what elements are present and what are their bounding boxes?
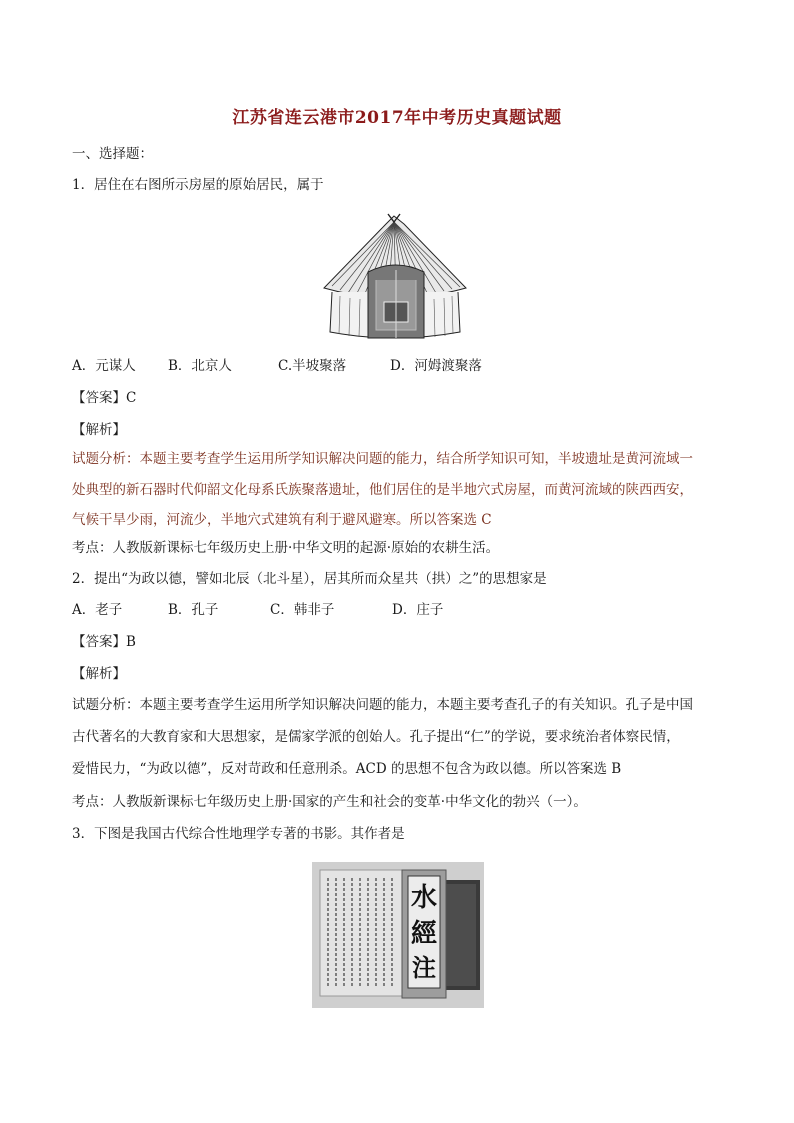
q1-option-d[interactable]: D．河姆渡聚落 [390,358,482,374]
q1-option-b[interactable]: B．北京人 [168,358,232,374]
q1-option-a[interactable]: A．元谋人 [72,358,136,374]
q1-answer: 【答案】C [72,390,137,406]
q2-option-a[interactable]: A．老子 [72,602,123,618]
q2-option-d[interactable]: D．庄子 [392,602,444,618]
q1-analysis-line-3: 气候干旱少雨，河流少，半地穴式建筑有利于避风避寒。所以答案选 C [72,512,492,528]
question-2-stem: 2．提出“为政以德，譬如北辰（北斗星），居其所而众星共（拱）之”的思想家是 [72,571,547,587]
q1-exam-point: 考点：人教版新课标七年级历史上册·中华文明的起源·原始的农耕生活。 [72,540,500,556]
q2-analysis-line-3: 爱惜民力，“为政以德”，反对苛政和任意刑杀。ACD 的思想不包含为政以德。所以答案选 B [72,761,622,777]
book-title-char-1: 水 [410,883,438,913]
question-1-options [72,357,482,375]
question-2-options [72,601,443,619]
question-3-stem: 3．下图是我国古代综合性地理学专著的书影。其作者是 [72,826,405,842]
q2-answer: 【答案】B [72,634,136,650]
q1-option-c[interactable]: C.半坡聚落 [278,358,347,374]
q2-analysis-line-2: 古代著名的大教育家和大思想家，是儒家学派的创始人。孔子提出“仁”的学说，要求统治者体察民情， [72,729,680,745]
shuijingzhu-book-image [312,862,484,1008]
section-heading: 一、选择题： [72,146,153,162]
q1-analysis-heading: 【解析】 [72,422,126,438]
thatched-hut-illustration [314,210,476,346]
book-title-char-3: 注 [412,953,436,982]
page-title: 江苏省连云港市2017年中考历史真题试题 [232,108,562,128]
q2-analysis-line-1: 试题分析：本题主要考查学生运用所学知识解决问题的能力，本题主要考查孔子的有关知识。孔子是中国 [72,697,693,713]
book-title-char-2: 經 [410,919,438,949]
question-1-stem: 1．居住在右图所示房屋的原始居民，属于 [72,177,324,193]
q2-analysis-heading: 【解析】 [72,666,126,682]
q2-option-b[interactable]: B．孔子 [168,602,219,618]
q1-analysis-line-1: 试题分析：本题主要考查学生运用所学知识解决问题的能力，结合所学知识可知，半坡遗址是黄河流域一 [72,451,693,467]
q2-exam-point: 考点：人教版新课标七年级历史上册·国家的产生和社会的变革·中华文化的勃兴（一）。 [72,794,587,810]
q2-option-c[interactable]: C．韩非子 [270,602,335,618]
q1-analysis-line-2: 处典型的新石器时代仰韶文化母系氏族聚落遗址，他们居住的是半地穴式房屋，而黄河流域的陕西西安， [72,482,693,498]
